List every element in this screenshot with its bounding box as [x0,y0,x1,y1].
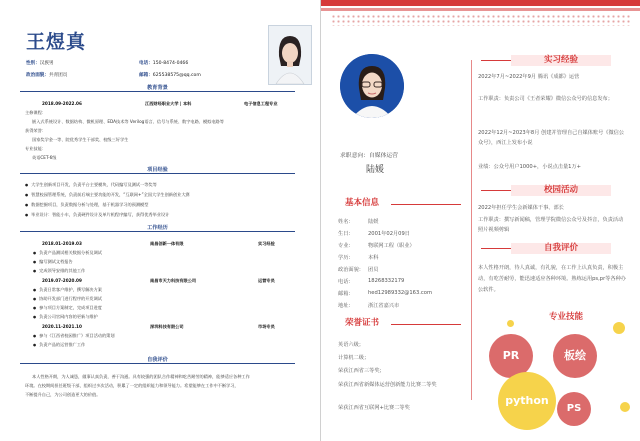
basic-row: 邮箱： hed12989332@163.com [338,290,432,297]
project-item: ● 毕业设计：智能小车，负责硬件设计及单片机程序编写，获得优秀毕业设计 [25,212,169,218]
edu-line: 国家奖学金一等、院优秀学生干部奖、校级三好学生 [32,137,129,142]
job-bullet: ● 完成领导安排的其他工作 [33,268,85,274]
job-bullet: ● 负责日常客户维护，撰写解决方案 [33,287,102,293]
job-company: 南昌创新一体有限 [150,241,184,246]
basic-row: 政治面貌： 团员 [338,267,379,273]
phone-field: 电话：150-8474-0466 [139,61,189,66]
basic-row: 电话： 18268332179 [338,278,405,285]
exp-line: 2022年12月~2023年8月 创建并管理自己自媒体账号《微信公众号》，西江上发布小说 [478,130,625,146]
basic-row: 专业： 物联网工程（职业） [338,243,415,249]
project-item: ● 智慧校园管理系统，负责前后端主要功能的开发，“互联网+”全国大学生创新创业大赛 [25,192,190,198]
section-rule [481,60,511,61]
project-item: ● 大学生创新项目开发，负责平台主要模块，代码编写及测试一等奖等 [25,182,157,188]
cert-item: 计算机二级； [338,355,370,361]
exp-line: 2022年7月~2022年9月 腾讯《成都》运营 [478,74,580,80]
cert-item: 荣获江西省三等奖； [338,368,385,374]
self-eval-text: 本人性格开朗，待人真诚，有礼貌，在工作上认真负责，积极主动，有吃苦耐劳，能迅速适应各种环境。熟练运用ps,pr等各种办公软件。 [478,265,626,293]
section-work: 工作经历 [20,224,295,232]
job-company: 深圳科技有限公司 [150,324,184,329]
basic-row: 学历： 本科 [338,255,379,261]
self-text-line: 环境。在校期间担任班级干部，组织过多次活动，积累了一定的组织能力和领导能力。希望能够在工作中不断学习， [25,383,239,388]
job-bullet: ● 编写测试文档报告 [33,259,73,265]
job-bullet: ● 负责公司官网内容的更新与维护 [33,314,98,320]
candidate-photo-round [340,54,404,118]
campus-line: 2022年担任学生会新媒体干事、部长 [478,205,564,211]
edu-line: 嵌入式系统设计、数据结构、微机原理、EDA技术等 Verilog语言、信号与系统、数字电路、模拟电路等 [32,119,224,124]
edu-date: 2018.09-2022.06 [42,101,82,106]
column-divider [471,60,472,400]
skill-bubble-ps: PS [557,392,591,426]
resume-right [321,0,640,441]
section-rule [391,324,461,325]
political-field: 政治面貌：共青团员 [26,73,68,78]
job-date: 2019.07-2020.09 [42,278,82,283]
edu-line: 主修课程： [25,110,46,115]
candidate-photo [268,25,312,85]
job-bullet: ● 负责产品的运营推广工作 [33,342,85,348]
job-bullet: ● 协助开发部门进行程序的开发调试 [33,296,102,302]
job-objective: 求职意向：自媒体运营 [340,153,398,159]
dot-pattern [331,14,631,26]
job-bullet: ● 参与项目方案制定，完成项目进度 [33,305,102,311]
deco-dot [613,322,625,334]
candidate-name-right: 陆媛 [366,165,385,175]
section-self-evaluation: 自我评价 [20,356,295,364]
section-campus: 校园活动 [511,185,611,196]
job-company: 南昌市天力科技有限公司 [150,278,197,283]
cert-item: 荣获江西省新媒体运营创新能力比赛二等奖 [338,382,437,388]
section-self-evaluation-right: 自我评价 [511,243,611,254]
section-experience: 实习经验 [511,55,611,66]
job-date: 2018.01-2019.03 [42,241,82,246]
deco-dot [620,402,630,412]
top-red-bar [321,0,640,6]
section-rule [481,248,511,249]
edu-major: 电子信息工程专业 [244,101,278,106]
exp-line: 业绩：公众号用户1000+，小说点击量1万+ [478,164,582,170]
section-education: 教育背景 [20,84,295,92]
job-date: 2020.11-2021.10 [42,324,82,329]
edu-line: 专业技能： [25,146,46,151]
cert-item: 荣获江西省互联网+比赛二等奖 [338,405,410,411]
basic-row: 姓名： 陆媛 [338,219,379,225]
self-text-line: 本人性格开朗，为人诚恳，做事认真负责，善于沟通。具有较强的团队合作精神和吃苦耐劳的精神，能够适应各种工作 [32,374,250,379]
section-basic-info: 基本信息 [345,198,380,208]
job-role: 运营专员 [258,278,275,283]
self-text-line: 不断提升自己，为公司创造更大的价值。 [25,392,101,397]
gender-field: 性别：汉族男 [26,61,54,66]
project-item: ● 数据挖掘项目，负责数据分析与处理，基于机器学习的预测模型 [25,202,148,208]
basic-row: 生日： 2001年02月09日 [338,231,410,237]
section-rule [391,204,461,205]
section-certificates: 荣誉证书 [345,318,380,328]
edu-school: 江西财经职业大学 | 本科 [145,101,192,106]
candidate-name: 王煜真 [26,31,87,53]
campus-line: 工作职责：撰写新闻稿，管理学院微信公众号及抖音，负责活动照片视频剪辑 [478,217,624,233]
top-stripe [321,8,640,11]
exp-line: 工作职责：负责公司《王者荣耀》微信公众号的信息发布； [478,96,613,102]
job-role: 实习经验 [258,241,275,246]
job-bullet: ● 负责产品测试相关数据分析及调试 [33,250,102,256]
job-bullet: ● 参与《江西省校园推广》项目活动的策划 [33,333,115,339]
section-skills: 专业技能 [548,312,583,322]
deco-dot [507,320,514,327]
cert-item: 英语六级； [338,342,364,348]
skill-bubble-drawing: 板绘 [553,334,597,378]
section-projects: 项目经验 [20,166,295,174]
skill-bubble-pr: PR [489,334,533,378]
edu-line: 获得荣誉： [25,128,46,133]
edu-line: 英语CET-6级 [32,155,57,160]
email-field: 邮箱：625538575@qq.com [139,73,201,78]
basic-row: 地址： 浙江省嘉兴市 [338,303,400,309]
section-rule [481,190,511,191]
job-role: 市场专员 [258,324,275,329]
skill-bubble-python: python [498,372,556,430]
